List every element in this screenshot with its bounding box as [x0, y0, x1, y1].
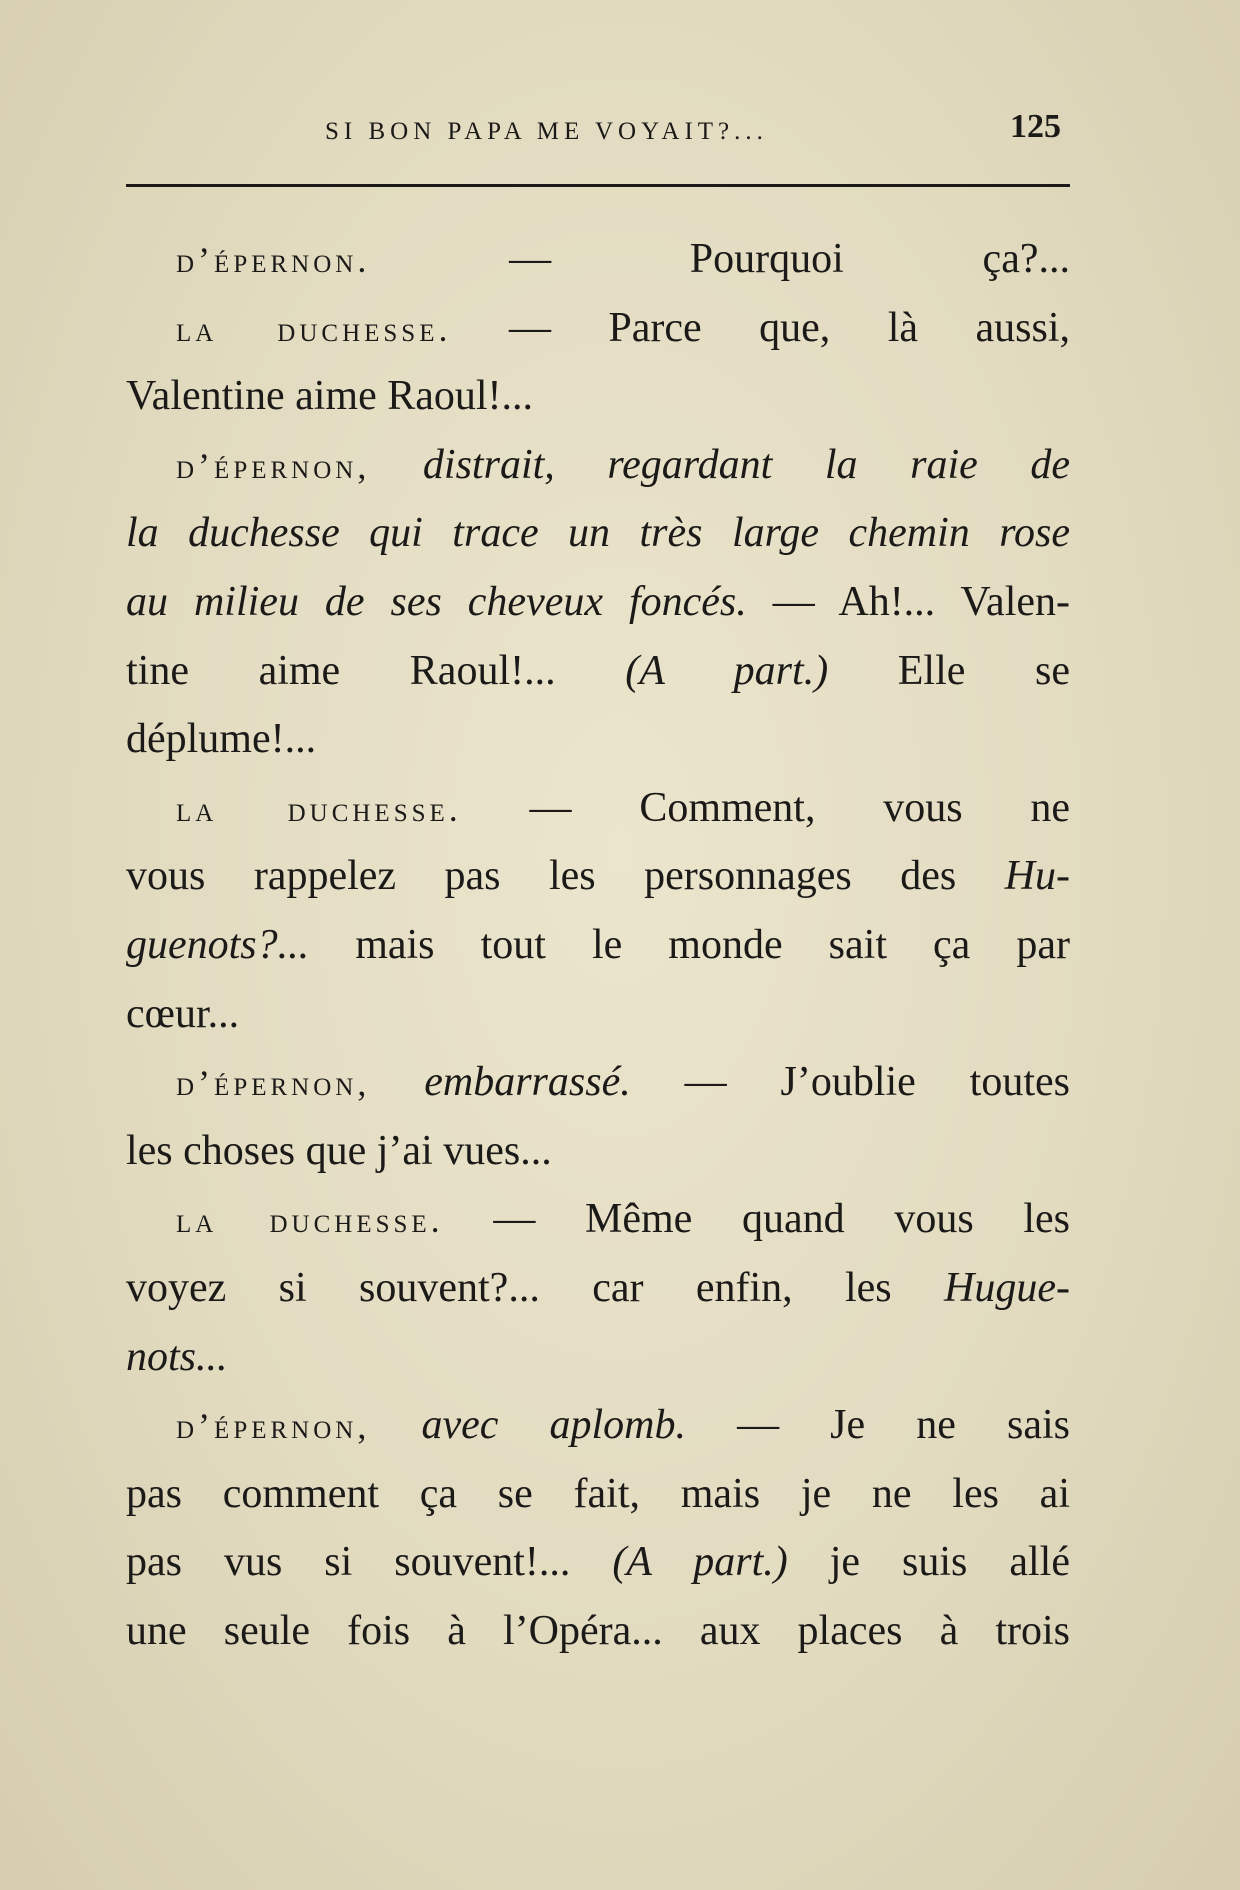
text-line	[126, 911, 1070, 980]
speech-text: pas vus si souvent!...	[126, 1539, 613, 1586]
text-line	[126, 1391, 1070, 1460]
stage-direction: la duchesse qui trace un très large chemin rose	[126, 510, 1070, 557]
text-line	[126, 705, 1070, 774]
text-line	[126, 1597, 1070, 1666]
speech-text: une seule fois à l’Opéra... aux places à trois	[126, 1607, 1070, 1654]
text-line	[126, 1048, 1070, 1117]
speaker-name: d’épernon.	[176, 240, 371, 280]
running-title: SI BON PAPA ME VOYAIT?...	[325, 118, 768, 145]
speech-text: vous rappelez pas les personnages des	[126, 853, 1005, 900]
speech-text: cœur...	[126, 990, 240, 1037]
text-line	[126, 362, 1070, 431]
speech-text: — Comment, vous ne	[461, 784, 1070, 831]
text-line	[126, 980, 1070, 1049]
opera-title: nots...	[126, 1333, 228, 1380]
speaker-name: d’épernon,	[176, 1406, 371, 1447]
text-line	[126, 499, 1070, 568]
speech-text: mais tout le monde sait ça par	[309, 921, 1070, 968]
stage-direction: embarrassé.	[424, 1059, 631, 1106]
text-line	[126, 1117, 1070, 1186]
text-line	[126, 1323, 1070, 1392]
stage-direction: (A part.)	[625, 647, 829, 694]
speech-text: déplume!...	[126, 716, 317, 763]
stage-direction: distrait, regardant la raie de	[422, 441, 1070, 488]
stage-direction: avec aplomb.	[421, 1402, 686, 1449]
body-text	[126, 225, 1070, 1665]
spacer-text	[370, 1059, 424, 1105]
opera-title: Hugue-	[944, 1264, 1070, 1311]
text-line	[126, 774, 1070, 843]
speaker-name: la duchesse.	[176, 788, 462, 829]
speaker-name: d’épernon,	[176, 445, 371, 486]
header-rule	[126, 184, 1070, 187]
speech-text: Valentine aime Raoul!...	[126, 373, 534, 420]
speech-text: je suis allé	[787, 1539, 1070, 1586]
speech-text: Elle se	[828, 647, 1070, 694]
speaker-name: la duchesse.	[176, 1200, 444, 1241]
speech-text: pas comment ça se fait, mais je ne les ai	[126, 1470, 1070, 1517]
speech-text: — Même quand vous les	[443, 1196, 1070, 1243]
speech-text: — Pourquoi ça?...	[370, 236, 1070, 282]
page-number: 125	[1010, 108, 1061, 145]
stage-direction: (A part.)	[612, 1539, 788, 1586]
spacer-text	[370, 442, 423, 488]
speech-text: — Je ne sais	[685, 1402, 1070, 1449]
text-line	[126, 842, 1070, 911]
speech-text: tine aime Raoul!...	[126, 647, 626, 694]
text-line	[126, 1528, 1070, 1597]
spacer-text	[370, 1402, 421, 1448]
speech-text: — Ah!... Valen-	[746, 578, 1070, 625]
speaker-name: d’épernon,	[176, 1063, 371, 1104]
speech-text: voyez si souvent?... car enfin, les	[126, 1264, 945, 1311]
text-line	[126, 294, 1070, 363]
text-line	[126, 568, 1070, 637]
opera-title: guenots?...	[126, 921, 310, 968]
text-line	[126, 637, 1070, 706]
text-line	[126, 431, 1070, 500]
speech-text: — Parce que, là aussi,	[451, 304, 1070, 351]
text-line	[126, 1460, 1070, 1529]
text-line	[126, 225, 1070, 294]
speech-text: — J’oublie toutes	[630, 1059, 1071, 1106]
speech-text: les choses que j’ai vues...	[126, 1127, 552, 1174]
opera-title: Hu-	[1004, 853, 1070, 900]
text-line	[126, 1185, 1070, 1254]
speaker-name: la duchesse.	[176, 308, 452, 349]
stage-direction: au milieu de ses cheveux foncés.	[126, 578, 747, 625]
text-line	[126, 1254, 1070, 1323]
